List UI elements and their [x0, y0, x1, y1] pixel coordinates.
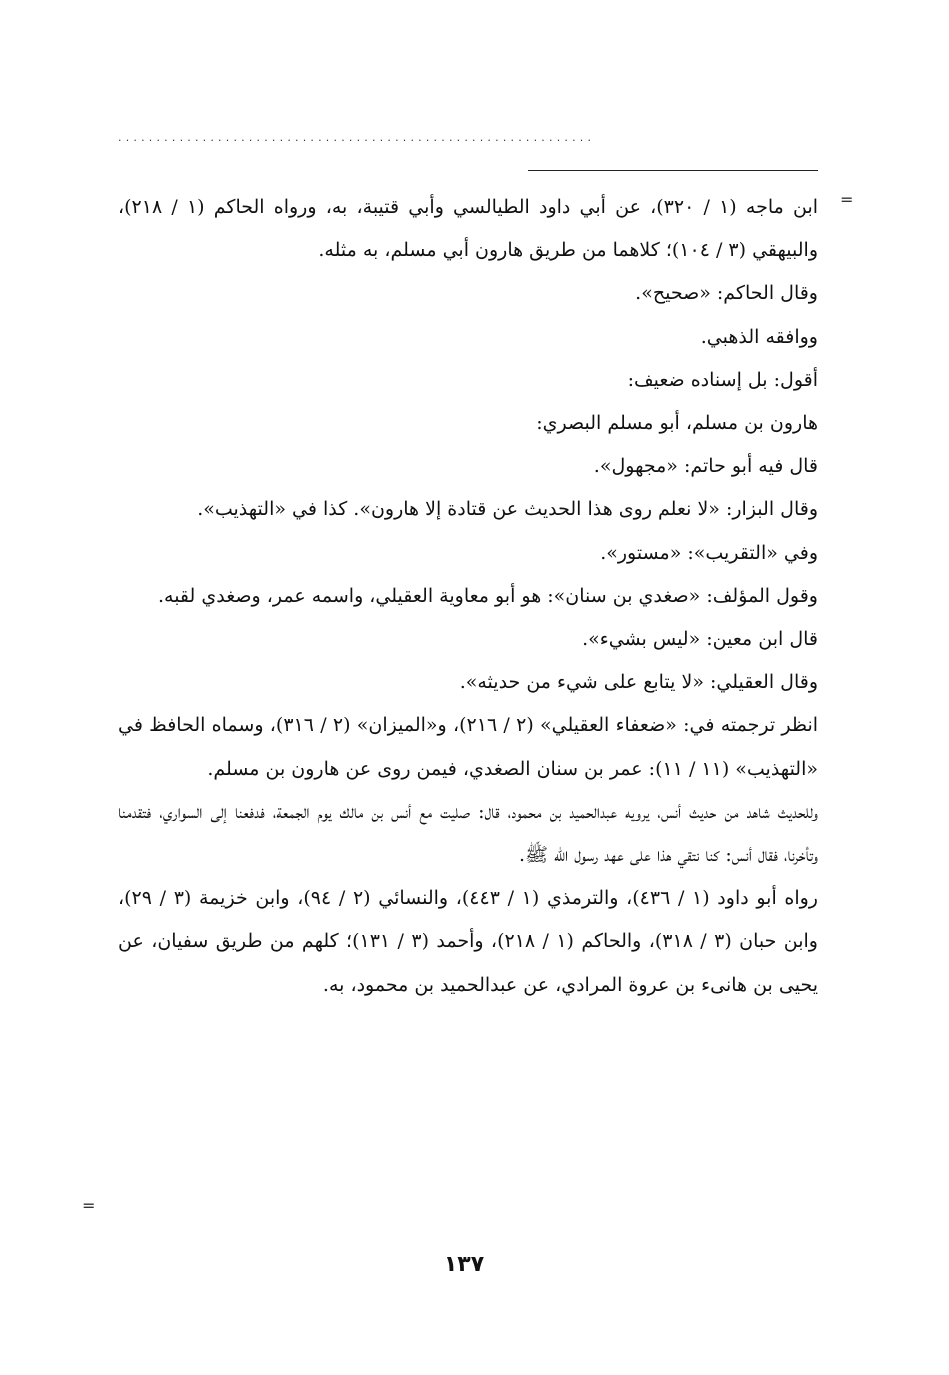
note-paragraph: وقال العقيلي: «لا يتابع على شيء من حديثه». — [459, 671, 818, 694]
footnotes-body — [118, 186, 818, 1007]
note-paragraph: وقول المؤلف: «صغدي بن سنان»: هو أبو معاوية العقيلي، واسمه عمر، وصغدي لقبه. — [157, 584, 818, 607]
footnote-rule — [528, 170, 818, 171]
note-paragraph: قال فيه أبو حاتم: «مجهول». — [593, 455, 818, 478]
note-paragraph: أقول: بل إسناده ضعيف: — [627, 368, 818, 391]
continuation-mark-top: = — [840, 190, 854, 209]
note-paragraph: قال ابن معين: «ليس بشيء». — [582, 628, 818, 651]
note-paragraph: هارون بن مسلم، أبو مسلم البصري: — [536, 412, 818, 435]
note-paragraph: وقال الحاكم: «صحيح». — [635, 282, 818, 305]
page-number: ١٣٧ — [443, 1252, 485, 1277]
note-paragraph: وقال البزار: «لا نعلم روى هذا الحديث عن قتادة إلا هارون». كذا في «التهذيب». — [197, 498, 818, 521]
continuation-mark-bottom: = — [82, 1196, 96, 1215]
note-paragraph: انظر ترجمته في: «ضعفاء العقيلي» (٢ / ٢١٦)، و«الميزان» (٢ / ٣١٦)، وسماه الحافظ في «التهذيب» (١١ / ١١): عمر بن سنان الصغدي، فيمن روى عن هارون بن مسلم. — [118, 714, 819, 780]
note-paragraph: وللحديث شاهد من حديث أنس، يرويه عبدالحميد بن محمود، قال: صليت مع أنس بن مالك يوم الجمعة، فدفعنا إلى السواري، فتقدمنا وتأخرنا، فقال أنس: كنا نتقي هذا على عهد رسول الله ﷺ. — [118, 800, 818, 867]
dotted-separator: .............................................................. — [118, 132, 596, 144]
note-paragraph: ووافقه الذهبي. — [700, 325, 818, 348]
note-paragraph: وفي «التقريب»: «مستور». — [600, 541, 818, 564]
note-paragraph: ابن ماجه (١ / ٣٢٠)، عن أبي داود الطيالسي وأبي قتيبة، به، ورواه الحاكم (١ / ٢١٨)، والبيهقي (٣ / ١٠٤)؛ كلاهما من طريق هارون أبي مسلم، به مثله. — [118, 196, 819, 262]
note-paragraph: رواه أبو داود (١ / ٤٣٦)، والترمذي (١ / ٤٤٣)، والنسائي (٢ / ٩٤)، وابن خزيمة (٣ / ٢٩)، وابن حبان (٣ / ٣١٨)، والحاكم (١ / ٢١٨)، وأحمد (٣ / ١٣١)؛ كلهم من طريق سفيان، عن يحيى بن هانىء بن عروة المرادي، عن عبدالحميد بن محمود، به. — [118, 887, 818, 996]
